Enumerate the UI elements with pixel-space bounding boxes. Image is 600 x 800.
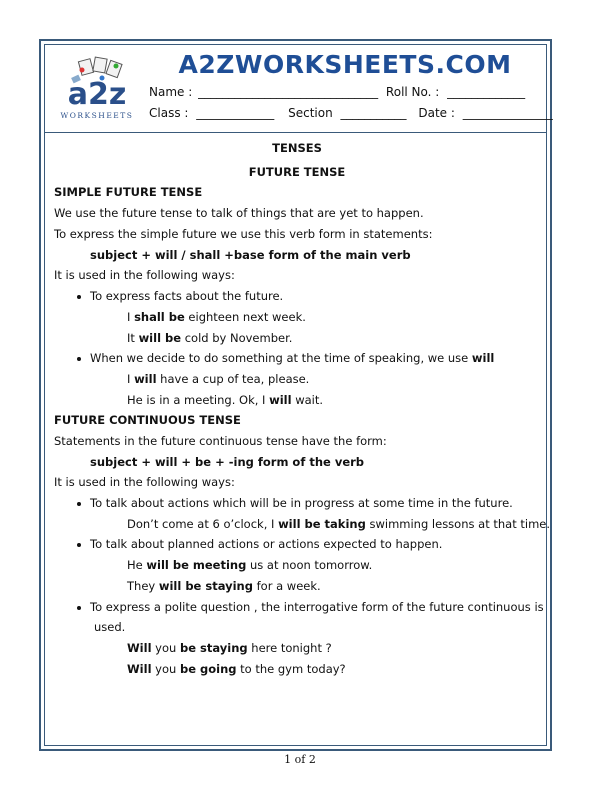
- worksheet-subtitle: FUTURE TENSE: [248, 165, 346, 179]
- paragraph: Statements in the future continuous tense have the form:: [54, 434, 387, 448]
- header-divider: [44, 132, 547, 133]
- example-sentence: They will be staying for a week.: [127, 579, 321, 593]
- name-label: Name :: [149, 85, 193, 99]
- bullet-item: To talk about actions which will be in progress at some time in the future.: [90, 496, 513, 510]
- paragraph: To express the simple future we use this verb form in statements:: [54, 227, 433, 241]
- paragraph: It is used in the following ways:: [54, 268, 235, 282]
- class-blank[interactable]: _____________: [196, 106, 275, 120]
- example-sentence: Will you be staying here tonight ?: [127, 641, 332, 655]
- date-label: Date :: [418, 106, 455, 120]
- example-sentence: It will be cold by November.: [127, 331, 293, 345]
- bullet-icon: [77, 357, 81, 361]
- section-blank[interactable]: ___________: [340, 106, 407, 120]
- section-heading-simple-future: SIMPLE FUTURE TENSE: [54, 185, 203, 199]
- worksheet-title: TENSES: [272, 141, 322, 155]
- site-title: A2ZWORKSHEETS.COM: [178, 50, 512, 79]
- example-sentence: Will you be going to the gym today?: [127, 662, 346, 676]
- bullet-icon: [77, 543, 81, 547]
- class-label: Class :: [149, 106, 189, 120]
- logo-subtext: WORKSHEETS: [60, 111, 134, 120]
- date-blank[interactable]: _______________: [462, 106, 553, 120]
- roll-blank[interactable]: _____________: [447, 85, 526, 99]
- example-sentence: I shall be eighteen next week.: [127, 310, 306, 324]
- bullet-item: When we decide to do something at the time of speaking, we use will: [90, 351, 495, 365]
- class-row: [149, 106, 553, 120]
- example-sentence: He is in a meeting. Ok, I will wait.: [127, 393, 324, 407]
- paragraph: It is used in the following ways:: [54, 475, 235, 489]
- bullet-icon: [77, 606, 81, 610]
- example-sentence: He will be meeting us at noon tomorrow.: [127, 558, 373, 572]
- name-row: [149, 85, 525, 99]
- name-blank[interactable]: ______________________________: [198, 85, 379, 99]
- formula: subject + will / shall +base form of the main verb: [90, 248, 411, 262]
- example-sentence: Don’t come at 6 o’clock, I will be taking swimming lessons at that time.: [127, 517, 551, 531]
- bullet-item: To express facts about the future.: [90, 289, 284, 303]
- roll-label: Roll No. :: [385, 85, 440, 99]
- formula: subject + will + be + -ing form of the verb: [90, 455, 365, 469]
- bullet-icon: [77, 295, 81, 299]
- bullet-icon: [77, 502, 81, 506]
- bullet-item: To express a polite question , the interrogative form of the future continuous is: [90, 600, 544, 614]
- bullet-item-continuation: used.: [94, 620, 126, 634]
- example-sentence: I will have a cup of tea, please.: [127, 372, 310, 386]
- page-number: 1 of 2: [284, 753, 316, 766]
- a2z-logo: [58, 56, 136, 122]
- bullet-item: To talk about planned actions or actions expected to happen.: [90, 537, 443, 551]
- section-heading-future-continuous: FUTURE CONTINUOUS TENSE: [54, 413, 241, 427]
- logo-text: a2z: [67, 77, 127, 112]
- paragraph: We use the future tense to talk of things that are yet to happen.: [54, 206, 424, 220]
- section-label: Section: [288, 106, 333, 120]
